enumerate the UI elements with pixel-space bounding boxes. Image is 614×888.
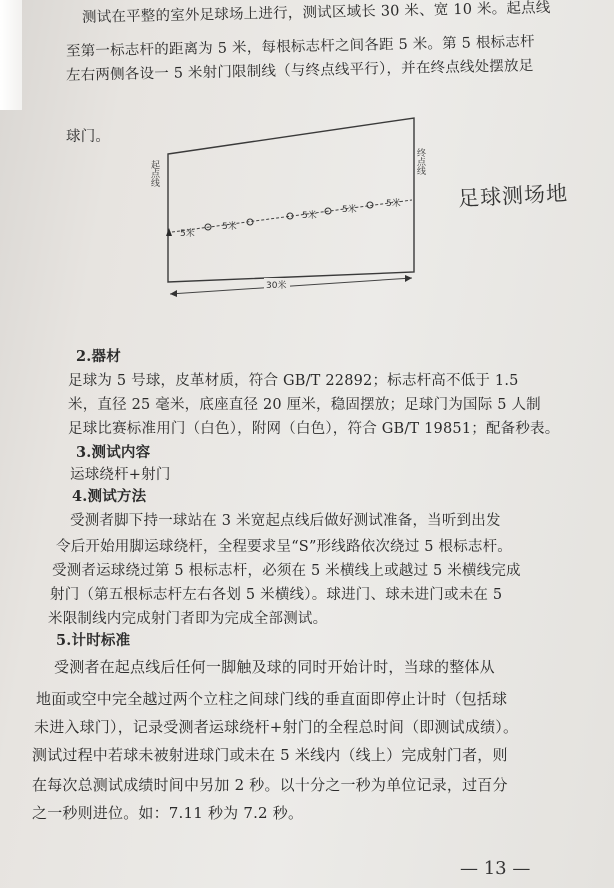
timing-line-3: 未进入球门），记录受测者运球绕杆+射门的全程总时间（即测试成绩）。 (34, 718, 519, 736)
equipment-line-2: 米，直径 25 毫米，底座直径 20 厘米，稳固摆放；足球门为国际 5 人制 (68, 397, 541, 413)
timing-line-1: 受测者在起点线后任何一脚触及球的同时开始计时，当球的整体从 (54, 658, 495, 676)
timing-line-6: 之一秒则进位。如：7.11 秒为 7.2 秒。 (32, 804, 304, 822)
timing-line-5: 在每次总测试成绩时间中另加 2 秒。以十分之一秒为单位记录，过百分 (32, 776, 508, 794)
timing-heading: 5.计时标准 (56, 632, 131, 649)
timing-line-4: 测试过程中若球未被射进球门或未在 5 米线内（线上）完成射门者，则 (32, 746, 508, 764)
equipment-line-3: 足球比赛标准用门（白色），附网（白色），符合 GB/T 19851；配备秒表。 (68, 421, 560, 437)
field-boundary (168, 118, 414, 282)
content-heading: 3.测试内容 (76, 444, 151, 461)
segment-label-3: 5米 (302, 211, 317, 221)
intro-line-4: 球门。 (66, 129, 111, 145)
equipment-line-1: 足球为 5 号球，皮革材质，符合 GB/T 22892；标志杆高不低于 1.5 (68, 373, 519, 389)
dimension-arrow-left-icon (170, 290, 177, 297)
segment-label-4: 5米 (342, 205, 357, 215)
center-line (172, 200, 412, 232)
start-line-label: 起点线 (149, 160, 159, 187)
method-heading: 4.测试方法 (72, 488, 147, 505)
dimension-arrow-right-icon (405, 275, 412, 282)
method-line-4: 射门（第五根标志杆左右各划 5 米横线）。球进门、球未进门或未在 5 (50, 587, 503, 603)
intro-line-2: 至第一标志杆的距离为 5 米，每根标志杆之间各距 5 米。第 5 根标志杆 (65, 34, 535, 60)
equipment-heading: 2.器材 (76, 348, 121, 365)
segment-label-1: 5米 (180, 229, 195, 239)
segment-label-2: 5米 (222, 222, 237, 232)
page-number: — 13 — (460, 858, 531, 879)
intro-line-1: 测试在平整的室外足球场上进行，测试区域长 30 米、宽 10 米。起点线 (81, 0, 551, 26)
method-line-3: 受测者运球绕过第 5 根标志杆，必须在 5 米横线上或越过 5 米横线完成 (52, 563, 521, 579)
total-length-label: 30米 (266, 281, 287, 291)
intro-line-3: 左右两侧各设一 5 米射门限制线（与终点线平行），并在终点线处摆放足 (65, 58, 534, 84)
method-line-1: 受测者脚下持一球站在 3 米宽起点线后做好测试准备，当听到出发 (70, 513, 501, 529)
method-line-5: 米限制线内完成射门者即为完成全部测试。 (48, 611, 328, 627)
method-line-2: 令后开始用脚运球绕杆，全程要求呈“S”形线路依次绕过 5 根标志杆。 (56, 539, 512, 555)
start-marker-icon (166, 228, 172, 236)
handwritten-note: 足球测场地 (457, 181, 569, 211)
segment-label-5: 5米 (386, 199, 401, 209)
content-text: 运球绕杆+射门 (70, 467, 171, 483)
end-line-label: 终点线 (415, 148, 425, 175)
timing-line-2: 地面或空中完全越过两个立柱之间球门线的垂直面即停止计时（包括球 (36, 690, 508, 708)
